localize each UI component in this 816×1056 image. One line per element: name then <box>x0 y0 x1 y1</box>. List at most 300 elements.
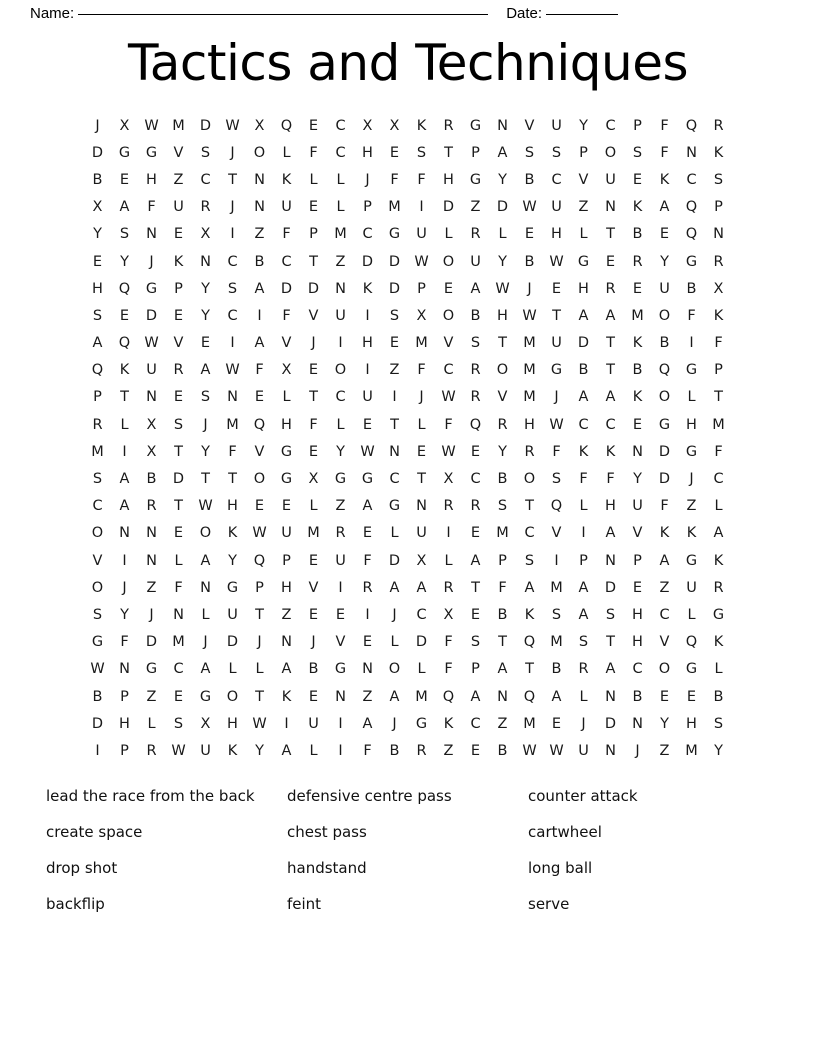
grid-cell[interactable]: H <box>281 416 292 433</box>
grid-cell[interactable]: O <box>442 253 455 270</box>
grid-cell[interactable]: E <box>308 199 319 216</box>
grid-cell[interactable]: L <box>579 498 588 515</box>
grid-cell[interactable]: N <box>119 661 130 678</box>
grid-cell[interactable]: V <box>632 525 643 542</box>
grid-cell[interactable]: L <box>201 606 210 623</box>
grid-cell[interactable]: C <box>200 171 211 188</box>
grid-cell[interactable]: X <box>254 117 265 134</box>
grid-cell[interactable]: H <box>632 606 643 623</box>
grid-cell[interactable]: I <box>689 335 694 352</box>
grid-cell[interactable]: P <box>93 389 102 406</box>
grid-cell[interactable]: F <box>417 362 426 379</box>
grid-cell[interactable]: K <box>362 280 373 297</box>
grid-cell[interactable]: X <box>416 307 427 324</box>
grid-cell[interactable]: C <box>335 389 346 406</box>
word-list-item[interactable]: serve <box>528 895 570 913</box>
grid-cell[interactable]: M <box>523 389 536 406</box>
grid-cell[interactable]: L <box>714 498 723 515</box>
grid-cell[interactable]: X <box>146 416 157 433</box>
grid-cell[interactable]: G <box>469 117 482 134</box>
grid-cell[interactable]: U <box>659 280 670 297</box>
grid-cell[interactable]: T <box>714 389 723 406</box>
grid-cell[interactable]: E <box>308 552 319 569</box>
grid-cell[interactable]: R <box>713 117 724 134</box>
grid-cell[interactable]: J <box>419 389 424 406</box>
grid-cell[interactable]: G <box>388 498 401 515</box>
grid-cell[interactable]: L <box>417 661 426 678</box>
grid-cell[interactable]: N <box>200 579 211 596</box>
grid-cell[interactable]: G <box>91 634 104 651</box>
grid-cell[interactable]: H <box>362 335 373 352</box>
grid-cell[interactable]: L <box>498 226 507 243</box>
date-write-in-line[interactable] <box>546 14 618 15</box>
grid-cell[interactable]: C <box>578 416 589 433</box>
grid-cell[interactable]: P <box>498 552 507 569</box>
grid-cell[interactable]: J <box>392 606 397 623</box>
grid-cell[interactable]: D <box>172 471 185 488</box>
grid-cell[interactable]: A <box>605 525 616 542</box>
grid-cell[interactable]: Q <box>523 688 536 705</box>
grid-cell[interactable]: R <box>362 579 373 596</box>
word-list-item[interactable]: lead the race from the back <box>46 787 255 805</box>
grid-cell[interactable]: I <box>338 579 343 596</box>
grid-cell[interactable]: Z <box>389 362 400 379</box>
grid-cell[interactable]: P <box>633 552 642 569</box>
grid-cell[interactable]: T <box>606 362 615 379</box>
grid-cell[interactable]: A <box>389 579 400 596</box>
grid-cell[interactable]: G <box>199 688 212 705</box>
grid-cell[interactable]: N <box>605 742 616 759</box>
grid-cell[interactable]: S <box>551 606 562 623</box>
grid-cell[interactable]: I <box>338 715 343 732</box>
grid-cell[interactable]: M <box>172 634 185 651</box>
grid-cell[interactable]: A <box>200 362 211 379</box>
grid-cell[interactable]: W <box>360 443 375 460</box>
word-list-item[interactable]: cartwheel <box>528 823 602 841</box>
grid-cell[interactable]: U <box>416 226 427 243</box>
grid-cell[interactable]: L <box>309 742 318 759</box>
grid-cell[interactable]: Z <box>335 498 346 515</box>
grid-cell[interactable]: A <box>551 688 562 705</box>
grid-cell[interactable]: A <box>578 579 589 596</box>
grid-cell[interactable]: E <box>308 688 319 705</box>
grid-cell[interactable]: S <box>200 144 211 161</box>
grid-cell[interactable]: R <box>200 199 211 216</box>
grid-cell[interactable]: C <box>605 117 616 134</box>
grid-cell[interactable]: E <box>119 307 130 324</box>
grid-cell[interactable]: E <box>308 606 319 623</box>
grid-cell[interactable]: C <box>362 226 373 243</box>
grid-cell[interactable]: F <box>714 443 723 460</box>
grid-cell[interactable]: A <box>92 335 103 352</box>
grid-cell[interactable]: R <box>470 389 481 406</box>
grid-cell[interactable]: T <box>255 606 264 623</box>
grid-cell[interactable]: V <box>335 634 346 651</box>
grid-cell[interactable]: E <box>551 280 562 297</box>
grid-cell[interactable]: Q <box>685 226 698 243</box>
grid-cell[interactable]: N <box>632 443 643 460</box>
grid-cell[interactable]: L <box>390 634 399 651</box>
grid-cell[interactable]: R <box>443 117 454 134</box>
grid-cell[interactable]: W <box>90 661 105 678</box>
grid-cell[interactable]: E <box>173 307 184 324</box>
grid-cell[interactable]: W <box>549 742 564 759</box>
grid-cell[interactable]: I <box>230 335 235 352</box>
grid-cell[interactable]: B <box>497 606 508 623</box>
grid-cell[interactable]: D <box>496 199 509 216</box>
grid-cell[interactable]: F <box>228 443 237 460</box>
grid-cell[interactable]: W <box>522 199 537 216</box>
grid-cell[interactable]: N <box>686 144 697 161</box>
grid-cell[interactable]: G <box>469 171 482 188</box>
grid-cell[interactable]: V <box>443 335 454 352</box>
grid-cell[interactable]: J <box>311 634 316 651</box>
grid-cell[interactable]: G <box>226 579 239 596</box>
grid-cell[interactable]: X <box>281 362 292 379</box>
grid-cell[interactable]: F <box>579 471 588 488</box>
grid-cell[interactable]: E <box>632 416 643 433</box>
grid-cell[interactable]: E <box>470 525 481 542</box>
grid-cell[interactable]: E <box>308 443 319 460</box>
grid-cell[interactable]: P <box>363 199 372 216</box>
grid-cell[interactable]: E <box>200 335 211 352</box>
grid-cell[interactable]: R <box>443 579 454 596</box>
grid-cell[interactable]: D <box>307 280 320 297</box>
grid-cell[interactable]: D <box>415 634 428 651</box>
grid-cell[interactable]: I <box>230 226 235 243</box>
grid-cell[interactable]: F <box>309 144 318 161</box>
grid-cell[interactable]: A <box>497 144 508 161</box>
grid-cell[interactable]: U <box>551 335 562 352</box>
grid-cell[interactable]: A <box>497 661 508 678</box>
grid-cell[interactable]: K <box>173 253 184 270</box>
grid-cell[interactable]: N <box>497 688 508 705</box>
grid-cell[interactable]: U <box>173 199 184 216</box>
grid-cell[interactable]: P <box>417 280 426 297</box>
name-write-in-line[interactable] <box>78 14 488 15</box>
grid-cell[interactable]: A <box>254 335 265 352</box>
grid-cell[interactable]: L <box>120 416 129 433</box>
grid-cell[interactable]: E <box>659 226 670 243</box>
grid-cell[interactable]: F <box>255 362 264 379</box>
grid-cell[interactable]: U <box>551 117 562 134</box>
grid-cell[interactable]: K <box>281 171 292 188</box>
grid-cell[interactable]: M <box>226 416 239 433</box>
grid-cell[interactable]: B <box>470 307 481 324</box>
grid-cell[interactable]: B <box>686 280 697 297</box>
grid-cell[interactable]: M <box>712 416 725 433</box>
grid-cell[interactable]: I <box>581 525 586 542</box>
grid-cell[interactable]: E <box>173 226 184 243</box>
grid-cell[interactable]: A <box>470 688 481 705</box>
grid-cell[interactable]: F <box>660 117 669 134</box>
grid-cell[interactable]: L <box>687 606 696 623</box>
grid-cell[interactable]: E <box>119 171 130 188</box>
grid-cell[interactable]: B <box>254 253 265 270</box>
grid-cell[interactable]: M <box>550 579 563 596</box>
grid-cell[interactable]: L <box>687 389 696 406</box>
grid-cell[interactable]: X <box>146 443 157 460</box>
grid-cell[interactable]: E <box>470 606 481 623</box>
grid-cell[interactable]: M <box>172 117 185 134</box>
grid-cell[interactable]: A <box>578 307 589 324</box>
grid-cell[interactable]: T <box>606 634 615 651</box>
grid-cell[interactable]: M <box>631 307 644 324</box>
grid-cell[interactable]: Z <box>497 715 508 732</box>
grid-cell[interactable]: Z <box>362 688 373 705</box>
grid-cell[interactable]: V <box>551 525 562 542</box>
grid-cell[interactable]: G <box>280 471 293 488</box>
grid-cell[interactable]: R <box>470 226 481 243</box>
grid-cell[interactable]: G <box>118 144 131 161</box>
grid-cell[interactable]: N <box>605 688 616 705</box>
grid-cell[interactable]: X <box>416 552 427 569</box>
grid-cell[interactable]: T <box>174 443 183 460</box>
grid-cell[interactable]: S <box>524 552 535 569</box>
grid-cell[interactable]: G <box>685 253 698 270</box>
grid-cell[interactable]: D <box>442 199 455 216</box>
grid-cell[interactable]: E <box>254 498 265 515</box>
grid-cell[interactable]: A <box>254 280 265 297</box>
grid-cell[interactable]: V <box>308 579 319 596</box>
grid-cell[interactable]: T <box>255 688 264 705</box>
grid-cell[interactable]: G <box>685 552 698 569</box>
grid-cell[interactable]: W <box>252 525 267 542</box>
grid-cell[interactable]: C <box>92 498 103 515</box>
grid-cell[interactable]: M <box>685 742 698 759</box>
grid-cell[interactable]: F <box>309 416 318 433</box>
grid-cell[interactable]: Y <box>498 443 507 460</box>
grid-cell[interactable]: D <box>577 335 590 352</box>
grid-cell[interactable]: Z <box>686 498 697 515</box>
grid-cell[interactable]: T <box>120 389 129 406</box>
grid-cell[interactable]: L <box>579 688 588 705</box>
grid-cell[interactable]: O <box>658 307 671 324</box>
grid-cell[interactable]: X <box>119 117 130 134</box>
grid-cell[interactable]: A <box>470 280 481 297</box>
grid-cell[interactable]: E <box>470 443 481 460</box>
grid-cell[interactable]: P <box>471 144 480 161</box>
grid-cell[interactable]: A <box>119 471 130 488</box>
grid-cell[interactable]: W <box>414 253 429 270</box>
grid-cell[interactable]: R <box>470 362 481 379</box>
grid-cell[interactable]: C <box>335 117 346 134</box>
grid-cell[interactable]: Q <box>253 416 266 433</box>
grid-cell[interactable]: P <box>714 362 723 379</box>
grid-cell[interactable]: V <box>92 552 103 569</box>
grid-cell[interactable]: X <box>713 280 724 297</box>
grid-cell[interactable]: H <box>362 144 373 161</box>
grid-cell[interactable]: E <box>632 579 643 596</box>
grid-cell[interactable]: K <box>632 335 643 352</box>
grid-cell[interactable]: S <box>551 144 562 161</box>
grid-cell[interactable]: T <box>606 226 615 243</box>
grid-cell[interactable]: U <box>335 307 346 324</box>
grid-cell[interactable]: A <box>281 661 292 678</box>
grid-cell[interactable]: R <box>713 253 724 270</box>
grid-cell[interactable]: J <box>203 634 208 651</box>
grid-cell[interactable]: Y <box>633 471 642 488</box>
grid-cell[interactable]: I <box>392 389 397 406</box>
grid-cell[interactable]: S <box>92 606 103 623</box>
grid-cell[interactable]: O <box>658 661 671 678</box>
word-list-item[interactable]: defensive centre pass <box>287 787 452 805</box>
grid-cell[interactable]: D <box>91 144 104 161</box>
grid-cell[interactable]: C <box>389 471 400 488</box>
word-list-item[interactable]: chest pass <box>287 823 367 841</box>
grid-cell[interactable]: C <box>470 471 481 488</box>
grid-cell[interactable]: K <box>659 525 670 542</box>
grid-cell[interactable]: R <box>146 498 157 515</box>
grid-cell[interactable]: X <box>362 117 373 134</box>
grid-cell[interactable]: O <box>523 471 536 488</box>
grid-cell[interactable]: Z <box>173 171 184 188</box>
word-list-item[interactable]: long ball <box>528 859 593 877</box>
grid-cell[interactable]: T <box>525 661 534 678</box>
grid-cell[interactable]: W <box>252 715 267 732</box>
grid-cell[interactable]: S <box>605 606 616 623</box>
grid-cell[interactable]: U <box>335 552 346 569</box>
grid-cell[interactable]: E <box>173 525 184 542</box>
grid-cell[interactable]: V <box>173 335 184 352</box>
grid-cell[interactable]: R <box>470 498 481 515</box>
grid-cell[interactable]: E <box>362 416 373 433</box>
grid-cell[interactable]: C <box>632 661 643 678</box>
grid-cell[interactable]: F <box>444 661 453 678</box>
grid-cell[interactable]: Q <box>523 634 536 651</box>
grid-cell[interactable]: Y <box>201 280 210 297</box>
grid-cell[interactable]: X <box>200 715 211 732</box>
grid-cell[interactable]: H <box>551 226 562 243</box>
grid-cell[interactable]: H <box>524 416 535 433</box>
grid-cell[interactable]: N <box>254 171 265 188</box>
grid-cell[interactable]: J <box>311 335 316 352</box>
grid-cell[interactable]: L <box>282 389 291 406</box>
grid-cell[interactable]: I <box>365 362 370 379</box>
grid-cell[interactable]: M <box>523 335 536 352</box>
grid-cell[interactable]: S <box>200 389 211 406</box>
grid-cell[interactable]: A <box>578 606 589 623</box>
grid-cell[interactable]: A <box>389 688 400 705</box>
grid-cell[interactable]: E <box>686 688 697 705</box>
grid-cell[interactable]: C <box>281 253 292 270</box>
grid-cell[interactable]: I <box>365 606 370 623</box>
grid-cell[interactable]: K <box>713 144 724 161</box>
grid-cell[interactable]: Y <box>255 742 264 759</box>
grid-cell[interactable]: J <box>203 416 208 433</box>
grid-cell[interactable]: Q <box>685 634 698 651</box>
grid-cell[interactable]: S <box>173 715 184 732</box>
grid-cell[interactable]: F <box>174 579 183 596</box>
grid-cell[interactable]: G <box>685 443 698 460</box>
grid-cell[interactable]: T <box>309 389 318 406</box>
grid-cell[interactable]: F <box>687 307 696 324</box>
grid-cell[interactable]: U <box>227 606 238 623</box>
grid-cell[interactable]: E <box>470 742 481 759</box>
grid-cell[interactable]: L <box>309 171 318 188</box>
grid-cell[interactable]: W <box>549 253 564 270</box>
grid-cell[interactable]: A <box>362 498 373 515</box>
grid-cell[interactable]: O <box>91 579 104 596</box>
grid-cell[interactable]: K <box>443 715 454 732</box>
grid-cell[interactable]: B <box>92 171 103 188</box>
grid-cell[interactable]: W <box>144 335 159 352</box>
grid-cell[interactable]: M <box>91 443 104 460</box>
grid-cell[interactable]: Y <box>579 117 588 134</box>
grid-cell[interactable]: E <box>632 171 643 188</box>
grid-cell[interactable]: C <box>443 362 454 379</box>
grid-cell[interactable]: F <box>363 742 372 759</box>
grid-cell[interactable]: P <box>120 688 129 705</box>
grid-cell[interactable]: C <box>173 661 184 678</box>
grid-cell[interactable]: Y <box>120 253 129 270</box>
grid-cell[interactable]: D <box>658 471 671 488</box>
grid-cell[interactable]: X <box>443 471 454 488</box>
grid-cell[interactable]: G <box>334 661 347 678</box>
grid-cell[interactable]: B <box>146 471 157 488</box>
grid-cell[interactable]: J <box>230 144 235 161</box>
grid-cell[interactable]: R <box>578 661 589 678</box>
grid-cell[interactable]: L <box>147 715 156 732</box>
grid-cell[interactable]: N <box>254 199 265 216</box>
grid-cell[interactable]: S <box>551 471 562 488</box>
grid-cell[interactable]: G <box>415 715 428 732</box>
grid-cell[interactable]: I <box>554 552 559 569</box>
grid-cell[interactable]: C <box>524 525 535 542</box>
grid-cell[interactable]: L <box>174 552 183 569</box>
word-list-item[interactable]: counter attack <box>528 787 638 805</box>
word-list-item[interactable]: feint <box>287 895 322 913</box>
grid-cell[interactable]: S <box>119 226 130 243</box>
grid-cell[interactable]: T <box>498 335 507 352</box>
grid-cell[interactable]: O <box>253 144 266 161</box>
grid-cell[interactable]: V <box>578 171 589 188</box>
grid-cell[interactable]: L <box>336 171 345 188</box>
grid-cell[interactable]: M <box>550 634 563 651</box>
grid-cell[interactable]: S <box>713 715 724 732</box>
grid-cell[interactable]: Y <box>498 171 507 188</box>
grid-cell[interactable]: R <box>416 742 427 759</box>
grid-cell[interactable]: U <box>146 362 157 379</box>
grid-cell[interactable]: R <box>92 416 103 433</box>
grid-cell[interactable]: D <box>199 117 212 134</box>
grid-cell[interactable]: W <box>495 280 510 297</box>
grid-cell[interactable]: Y <box>201 307 210 324</box>
grid-cell[interactable]: C <box>605 416 616 433</box>
grid-cell[interactable]: V <box>497 389 508 406</box>
grid-cell[interactable]: T <box>228 471 237 488</box>
grid-cell[interactable]: C <box>686 171 697 188</box>
grid-cell[interactable]: O <box>199 525 212 542</box>
grid-cell[interactable]: N <box>119 525 130 542</box>
grid-cell[interactable]: F <box>417 171 426 188</box>
grid-cell[interactable]: K <box>686 525 697 542</box>
grid-cell[interactable]: X <box>308 471 319 488</box>
grid-cell[interactable]: W <box>549 416 564 433</box>
grid-cell[interactable]: H <box>92 280 103 297</box>
grid-cell[interactable]: B <box>632 226 643 243</box>
grid-cell[interactable]: S <box>470 634 481 651</box>
grid-cell[interactable]: G <box>145 280 158 297</box>
grid-cell[interactable]: Q <box>280 117 293 134</box>
grid-cell[interactable]: D <box>388 253 401 270</box>
grid-cell[interactable]: H <box>119 715 130 732</box>
grid-cell[interactable]: B <box>659 335 670 352</box>
grid-cell[interactable]: A <box>119 498 130 515</box>
grid-cell[interactable]: O <box>442 307 455 324</box>
grid-cell[interactable]: T <box>444 144 453 161</box>
grid-cell[interactable]: Y <box>201 443 210 460</box>
